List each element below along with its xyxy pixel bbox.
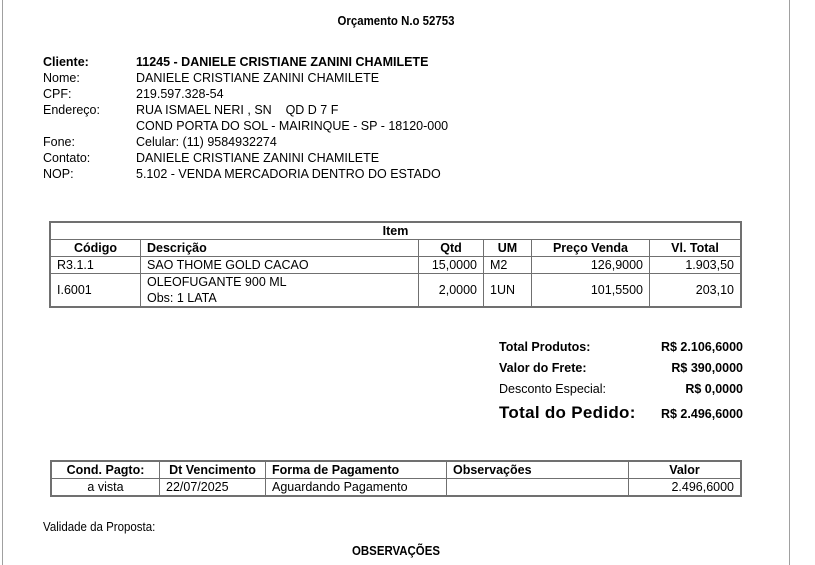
item-total: 203,10	[650, 274, 742, 308]
address-value-2: COND PORTA DO SOL - MAIRINQUE - SP - 18120-000	[136, 119, 449, 133]
contact-row	[43, 150, 448, 166]
item-qtd: 2,0000	[419, 274, 484, 308]
col-descricao: Descrição	[141, 240, 419, 257]
client-row	[43, 54, 448, 70]
valor-frete-value: R$ 390,0000	[671, 361, 743, 375]
desconto-label: Desconto Especial:	[499, 382, 607, 396]
address-value: RUA ISMAEL NERI , SN QD D 7 F	[136, 103, 339, 117]
address-row-2	[43, 118, 448, 134]
nop-row	[43, 166, 448, 182]
payment-obs	[447, 479, 629, 497]
item-descricao: OLEOFUGANTE 900 ML	[147, 275, 287, 289]
address-label: Endereço:	[43, 103, 100, 117]
contact-label: Contato:	[43, 151, 91, 165]
nop-value: 5.102 - VENDA MERCADORIA DENTRO DO ESTADO	[136, 167, 441, 181]
cpf-label: CPF:	[43, 87, 72, 101]
item-obs: Obs: 1 LATA	[147, 291, 217, 305]
validade-label: Validade da Proposta:	[43, 520, 156, 534]
item-descricao: SAO THOME GOLD CACAO	[141, 257, 419, 274]
client-label: Cliente:	[43, 55, 89, 69]
payment-table	[50, 460, 742, 497]
col-valor: Valor	[629, 461, 742, 479]
table-row	[51, 479, 741, 497]
payment-header-row	[51, 461, 741, 479]
item-codigo: I.6001	[50, 274, 141, 308]
page-border-left	[2, 0, 3, 565]
col-codigo: Código	[50, 240, 141, 257]
item-um: 1UN	[484, 274, 532, 308]
col-forma-pagamento: Forma de Pagamento	[266, 461, 447, 479]
col-qtd: Qtd	[419, 240, 484, 257]
col-um: UM	[484, 240, 532, 257]
cpf-row	[43, 86, 448, 102]
item-qtd: 15,0000	[419, 257, 484, 274]
phone-row	[43, 134, 448, 150]
valor-frete-row	[499, 361, 743, 382]
page-title: Orçamento N.o 52753	[337, 13, 455, 28]
table-row	[50, 257, 741, 274]
observacoes-title: OBSERVAÇÕES	[352, 543, 440, 558]
payment-vencimento: 22/07/2025	[160, 479, 266, 497]
total-produtos-value: R$ 2.106,6000	[660, 340, 743, 354]
items-group-header: Item	[50, 222, 741, 240]
items-table	[49, 221, 742, 308]
total-produtos-row	[499, 340, 743, 361]
desconto-value: R$ 0,0000	[685, 382, 743, 396]
name-row	[43, 70, 448, 86]
item-preco: 126,9000	[532, 257, 650, 274]
total-pedido-value: R$ 2.496,6000	[660, 407, 743, 421]
total-pedido-row	[499, 403, 743, 429]
col-cond-pagto: Cond. Pagto:	[51, 461, 160, 479]
table-row	[50, 274, 741, 308]
address-row	[43, 102, 448, 118]
items-header-row	[50, 240, 741, 257]
total-pedido-label: Total do Pedido:	[499, 403, 636, 422]
desconto-row	[499, 382, 743, 403]
name-value: DANIELE CRISTIANE ZANINI CHAMILETE	[136, 71, 380, 85]
payment-forma: Aguardando Pagamento	[266, 479, 447, 497]
col-dt-vencimento: Dt Vencimento	[160, 461, 266, 479]
totals-summary	[499, 340, 743, 429]
cpf-value: 219.597.328-54	[136, 87, 224, 101]
item-um: M2	[484, 257, 532, 274]
address-label-2	[43, 118, 136, 134]
total-produtos-label: Total Produtos:	[499, 340, 591, 354]
nop-label: NOP:	[43, 167, 74, 181]
contact-value: DANIELE CRISTIANE ZANINI CHAMILETE	[136, 151, 380, 165]
items-group-header-row	[50, 222, 741, 240]
payment-cond: a vista	[51, 479, 160, 497]
item-codigo: R3.1.1	[50, 257, 141, 274]
phone-label: Fone:	[43, 135, 75, 149]
item-preco: 101,5500	[532, 274, 650, 308]
page-border-right	[789, 0, 790, 565]
client-value: 11245 - DANIELE CRISTIANE ZANINI CHAMILETE	[136, 55, 429, 69]
payment-valor: 2.496,6000	[629, 479, 742, 497]
name-label: Nome:	[43, 71, 80, 85]
item-descricao-cell	[141, 274, 419, 308]
col-preco-venda: Preço Venda	[532, 240, 650, 257]
item-total: 1.903,50	[650, 257, 742, 274]
client-info	[43, 54, 448, 182]
phone-value: Celular: (11) 9584932274	[136, 135, 277, 149]
col-observacoes: Observações	[447, 461, 629, 479]
col-vl-total: Vl. Total	[650, 240, 742, 257]
valor-frete-label: Valor do Frete:	[499, 361, 587, 375]
